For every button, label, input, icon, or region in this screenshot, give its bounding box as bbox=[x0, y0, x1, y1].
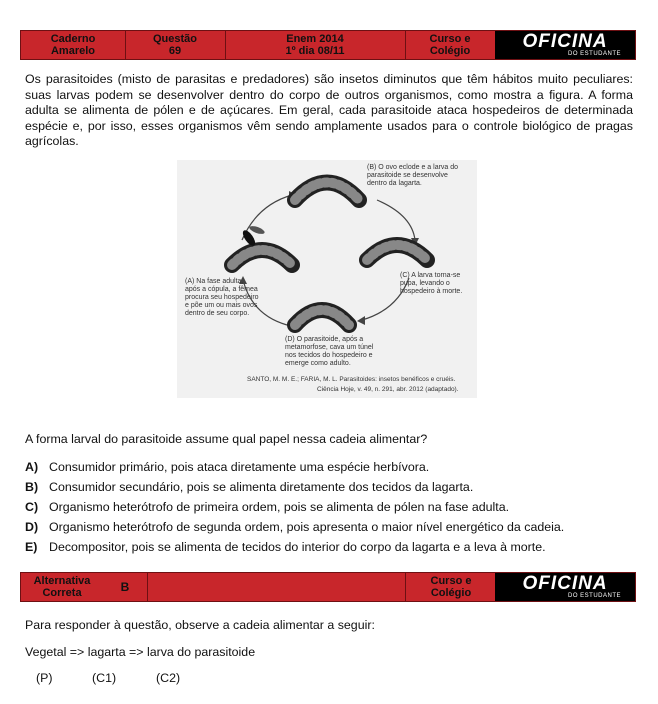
label-c2: (C2) bbox=[156, 671, 181, 685]
option-e bbox=[25, 540, 546, 554]
arrow-head-cd bbox=[357, 316, 365, 325]
answer-value: B bbox=[120, 580, 130, 594]
source-line2: Ciência Hoje, v. 49, n. 291, abr. 2012 (adaptado). bbox=[317, 386, 459, 393]
caterpillar-d-icon bbox=[295, 310, 349, 325]
option-letter: A) bbox=[25, 460, 39, 474]
intro-paragraph: Os parasitoides (misto de parasitas e predadores) são insetos diminutos que têm hábitos muito peculiares: suas larvas podem se desenvolver dentro do corpo de outros organismos, como mostra a figura. A forma adulta se alimenta de pólen e de açúcares. Em geral, cada parasitoide ataca hospedeiros de determinada espécie e, por isso, esses organismos vêm sendo amplamente usados para o controle biológico de pragas agrícolas. bbox=[25, 72, 633, 148]
option-letter: C) bbox=[25, 500, 39, 514]
answer-value-cell bbox=[103, 573, 148, 601]
caderno-label: Caderno bbox=[50, 33, 96, 45]
caption-d: (D) O parasitoide, após a metamorfose, cava um túnel nos tecidos do hospedeiro e emerge como adulto. bbox=[285, 336, 374, 367]
option-letter: E) bbox=[25, 540, 38, 554]
option-text: Consumidor secundário, pois se alimenta diretamente dos tecidos da lagarta. bbox=[49, 480, 474, 494]
question-text: A forma larval do parasitoide assume qual papel nessa cadeia alimentar? bbox=[25, 432, 428, 446]
curso-line1: Curso e bbox=[429, 33, 471, 45]
logo-text: OFICINA bbox=[522, 572, 608, 594]
resolution-instruction: Para responder à questão, observe a cadeia alimentar a seguir: bbox=[25, 618, 375, 632]
curso-line2: Colégio bbox=[429, 45, 471, 57]
enem-label: Enem 2014 bbox=[286, 33, 344, 45]
label-c1: (C1) bbox=[92, 671, 117, 685]
enem-value: 1º dia 08/11 bbox=[285, 45, 345, 57]
answer-curso-cell bbox=[405, 573, 496, 601]
option-d bbox=[25, 520, 564, 534]
answer-label-line2: Correta bbox=[42, 587, 82, 599]
caption-b: (B) O ovo eclode e a larva do parasitoide se desenvolve dentro da lagarta. bbox=[367, 164, 459, 187]
answer-label-line1: Alternativa bbox=[33, 575, 91, 587]
answer-label-cell bbox=[21, 573, 103, 601]
logo-tagline: DO ESTUDANTE bbox=[567, 592, 621, 599]
header-band bbox=[20, 30, 636, 60]
option-c bbox=[25, 500, 509, 514]
caption-c: (C) A larva torna-se pupa, levando o hospedeiro à morte. bbox=[400, 272, 463, 295]
caterpillar-b-icon bbox=[295, 183, 359, 201]
answer-curso-line1: Curso e bbox=[430, 575, 472, 587]
answer-curso-line2: Colégio bbox=[430, 587, 472, 599]
oficina-logo bbox=[495, 31, 635, 59]
questao-cell bbox=[125, 31, 226, 59]
option-letter: D) bbox=[25, 520, 39, 534]
food-chain-text: Vegetal => lagarta => larva do parasitoide bbox=[25, 645, 256, 659]
logo-tagline: DO ESTUDANTE bbox=[567, 50, 621, 57]
enem-cell bbox=[225, 31, 406, 59]
logo-text: OFICINA bbox=[522, 30, 608, 52]
life-cycle-figure bbox=[177, 160, 477, 398]
source-line1: SANTO, M. M. E.; FARIA, M. L. Parasitoides: insetos benéficos e cruéis. bbox=[247, 376, 456, 383]
caterpillar-c-icon bbox=[367, 245, 427, 260]
curso-cell bbox=[405, 31, 495, 59]
caption-a: (A) Na fase adulta, após a cópula, a fêmea procura seu hospedeiro e põe um ou mais ovos dentro de seu corpo. bbox=[185, 278, 259, 317]
caderno-value: Amarelo bbox=[50, 45, 96, 57]
label-p: (P) bbox=[36, 671, 53, 685]
option-text: Organismo heterótrofo de segunda ordem, pois apresenta o maior nível energético da cadeia. bbox=[49, 520, 565, 534]
option-text: Organismo heterótrofo de primeira ordem, pois se alimenta de pólen na fase adulta. bbox=[49, 500, 510, 514]
option-text: Decompositor, pois se alimenta de tecidos do interior do corpo da lagarta e a leva à morte. bbox=[49, 540, 546, 554]
questao-value: 69 bbox=[168, 45, 182, 57]
caderno-cell bbox=[21, 31, 126, 59]
option-b bbox=[25, 480, 473, 494]
arrow-b-to-c bbox=[377, 200, 415, 240]
option-a bbox=[25, 460, 429, 474]
questao-label: Questão bbox=[152, 33, 197, 45]
caterpillar-a-icon bbox=[232, 250, 292, 265]
option-text: Consumidor primário, pois ataca diretamente uma espécie herbívora. bbox=[49, 460, 430, 474]
oficina-logo-bottom bbox=[495, 573, 635, 601]
option-letter: B) bbox=[25, 480, 39, 494]
answer-band bbox=[20, 572, 636, 602]
